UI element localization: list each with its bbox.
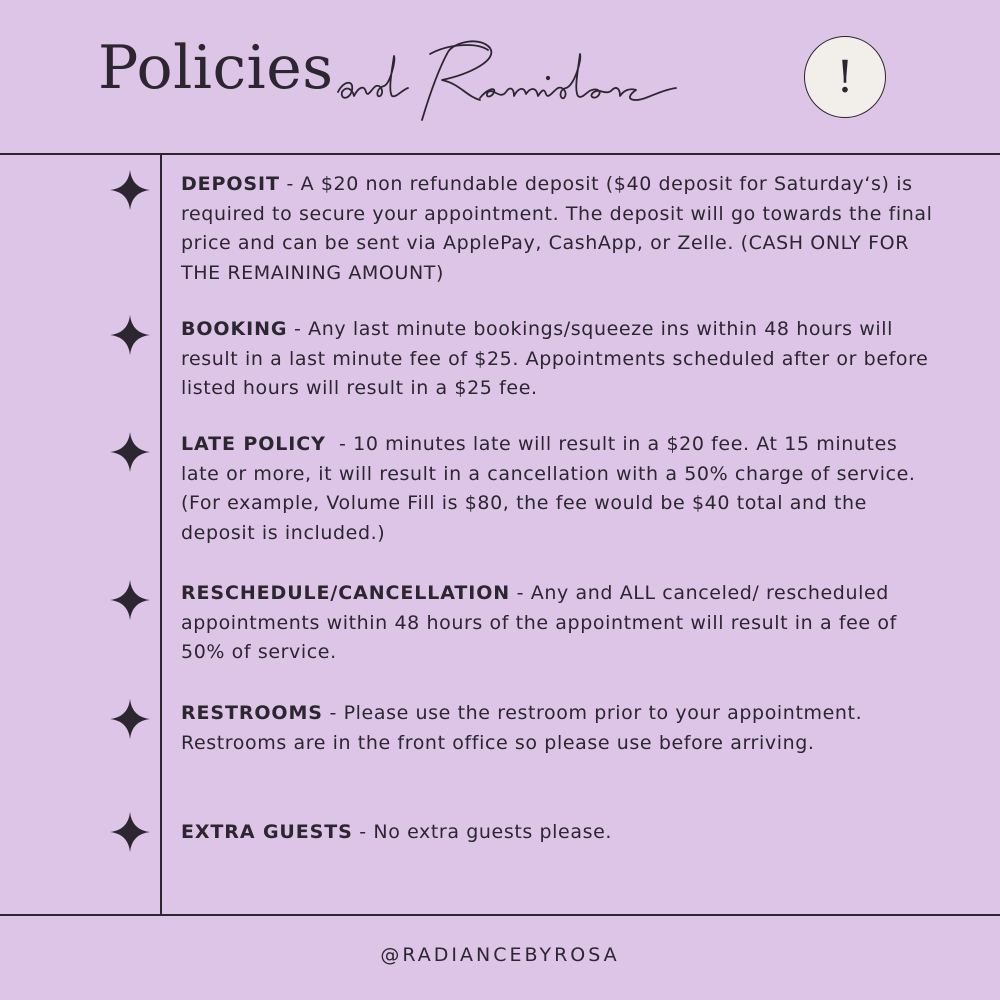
policy-heading: RESTROOMS [181, 702, 323, 724]
policy-text: - Any and ALL canceled/ rescheduled appointments within 48 hours of the appointment will result in a fee of 50% of service. [181, 582, 897, 663]
policy-heading: RESCHEDULE/CANCELLATION [181, 582, 511, 604]
policy-heading: BOOKING [181, 318, 288, 340]
four-point-star-icon [110, 315, 150, 355]
four-point-star-icon [110, 699, 150, 739]
policy-extra-guests [181, 818, 941, 848]
script-subtitle-logo [330, 30, 690, 130]
policy-heading: LATE POLICY [181, 433, 326, 455]
four-point-star-icon [110, 812, 150, 852]
page-title: Policies [98, 33, 334, 103]
top-divider [0, 153, 1000, 155]
policy-text: - Please use the restroom prior to your appointment. Restrooms are in the front office so please use before arriving. [181, 702, 863, 754]
policy-booking [181, 315, 941, 404]
policy-late [181, 430, 941, 548]
policy-deposit [181, 170, 941, 288]
exclamation-icon: ! [836, 51, 854, 103]
alert-badge [804, 36, 886, 118]
four-point-star-icon [110, 432, 150, 472]
policy-heading: DEPOSIT [181, 173, 280, 195]
four-point-star-icon [110, 580, 150, 620]
policy-text: - A $20 non refundable deposit ($40 deposit for Saturday‘s) is required to secure your appointment. The deposit will go towards the final price and can be sent via ApplePay, CashApp, or Zelle. (CASH ONLY FOR THE REMAINING AMOUNT) [181, 173, 933, 284]
vertical-divider [160, 153, 162, 916]
footer-handle: @RADIANCEBYROSA [380, 944, 620, 966]
policy-text: - 10 minutes late will result in a $20 fee. At 15 minutes late or more, it will result in a cancellation with a 50% charge of service. (For example, Volume Fill is $80, the fee would be $40 total and the deposit is included.) [181, 433, 923, 544]
policy-heading: EXTRA GUESTS [181, 821, 353, 843]
policy-text: - Any last minute bookings/squeeze ins within 48 hours will result in a last minute fee of $25. Appointments scheduled after or before listed hours will result in a $25 fee. [181, 318, 929, 399]
policy-text: - No extra guests please. [352, 821, 613, 843]
bottom-divider [0, 914, 1000, 916]
policy-reschedule [181, 579, 941, 668]
policy-restrooms [181, 699, 941, 758]
four-point-star-icon [110, 170, 150, 210]
